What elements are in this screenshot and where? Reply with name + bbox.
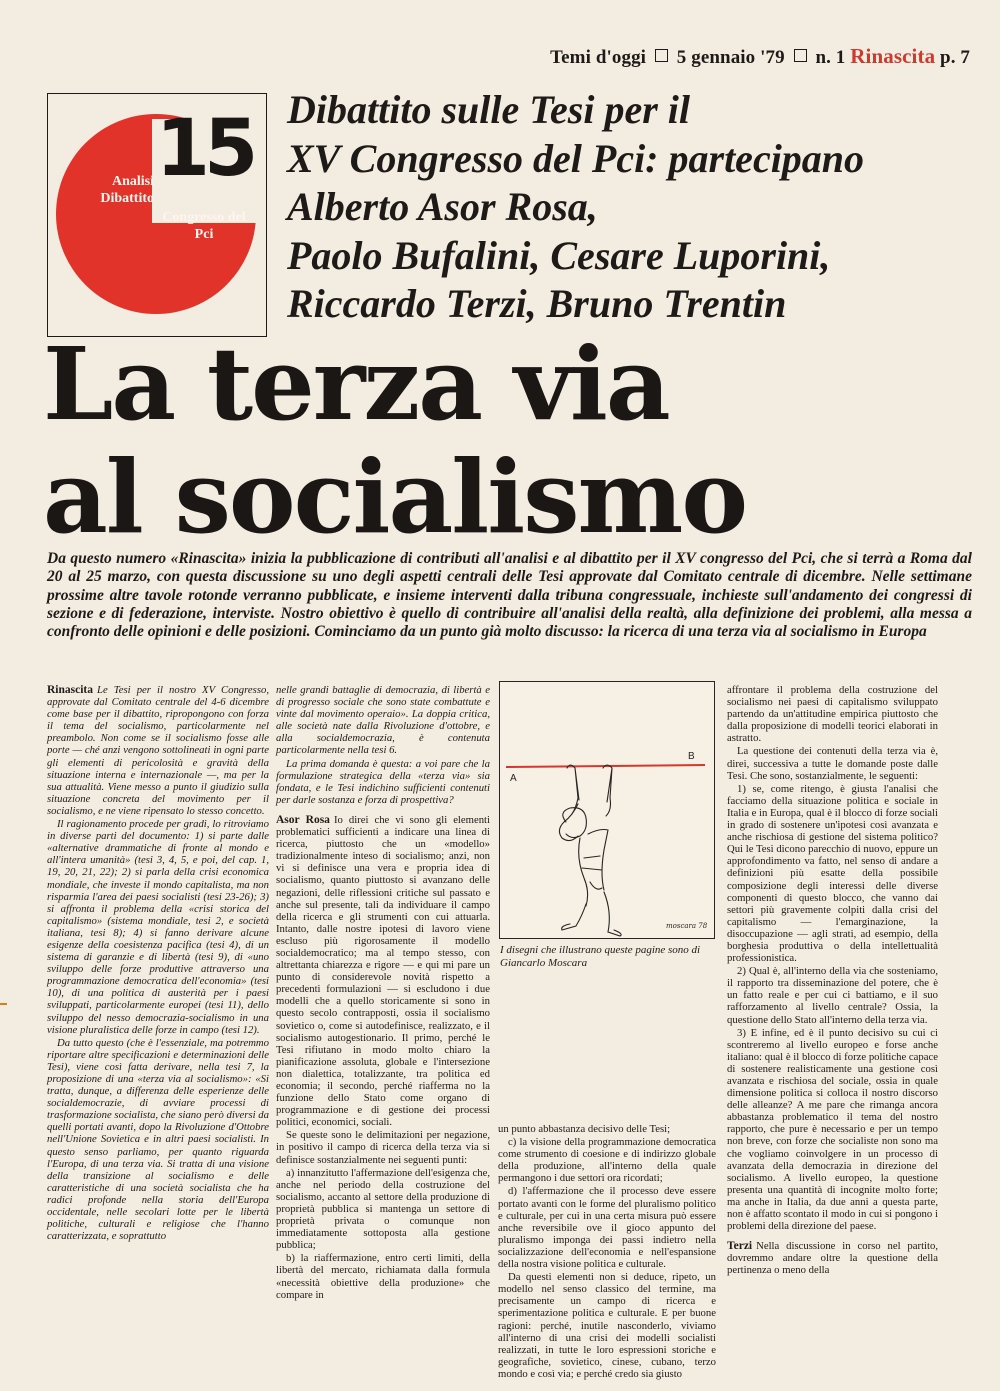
headline <box>43 325 983 556</box>
page-number: p. 7 <box>940 47 970 68</box>
logo-number: 15 <box>155 104 253 194</box>
answer-text: 1) se, come ritengo, è giusta l'analisi che facciamo della situazione politica e sociale in Italia e in Europa, qual è il blocco di forze sociali in grado di sostenere un'ipotesi così avanzata e anche rischiosa di gestione del sistema politico? Qui le Tesi dicono parecchio di nuovo, eppure un approfondimento va fatto, nel senso di andare a definizioni più esatte della possibile composizione degli interessi delle diverse componenti di questo blocco, che vanno dai settori più gravemente colpiti dalla crisi del capitalismo — l'emarginazione, la disoccupazione — agli strati, ad esempio, della borghesia produttiva o della intellettualità professionistica. <box>727 782 938 965</box>
lede-paragraph: Da questo numero «Rinascita» inizia la pubblicazione di contributi all'analisi e al dibattito per il XV congresso del Pci, che si terrà a Roma dal 20 al 25 marzo, con questa discussione su uno degli aspetti centrali delle Tesi approvate dal Comitato centrale di dicembre. Nelle settimane prossime altre tavole rotonde verranno pubblicate, e insieme interventi dalla tribuna congressuale, inchieste sull'andamento dei congressi di sezione e di federazione, interviste. Nostro obiettivo è quello di contribuire all'analisi della realtà, alla definizione dei problemi, alla messa a confronto delle opinioni e delle posizioni. Cominciamo da un punto già molto discusso: la ricerca di una terza via al socialismo in Europa <box>47 550 972 641</box>
subhead-line: Riccardo Terzi, Bruno Trentin <box>287 281 787 326</box>
illustration <box>499 681 715 939</box>
issue-date: 5 gennaio '79 <box>676 47 785 68</box>
headline-line: La terza via <box>43 325 669 443</box>
label-b: B <box>688 751 695 762</box>
artist-signature: moscara 78 <box>666 922 708 930</box>
answer-text: a) innanzitutto l'affermazione dell'esigenza che, anche nel periodo della costruzione del socialismo, accanto al settore della produzione di proprietà pubblica si mantenga un settore di proprietà privata o comunque non immediatamente sottoposta alla gestione pubblica; <box>276 1166 490 1252</box>
headline-line: al socialismo <box>43 438 747 556</box>
answer-text: 2) Qual è, all'interno della via che sosteniamo, il rapporto tra disseminazione del potere, che è un fatto reale e per cui ci battiamo, e il suo rafforzamento al livello centrale? Ossia, la questione dello Stato all'interno della terza via. <box>727 965 938 1026</box>
speaker-label: Terzi <box>727 1240 753 1253</box>
figure-lines <box>559 765 621 936</box>
article-column-1 <box>47 684 269 1243</box>
answer-text: Se queste sono le delimitazioni per negazione, in positivo il campo di ricerca della terza via si definisce sostanzialmente nei seguenti punti: <box>276 1129 490 1166</box>
issue-number: n. 1 <box>815 47 846 68</box>
speaker-label: Asor Rosa <box>276 813 330 826</box>
logo-label-right: Congresso del Pci <box>162 210 246 242</box>
section-name: Temi d'oggi <box>550 47 647 68</box>
hanging-man-drawing <box>500 682 714 938</box>
question-text: Le Tesi per il nostro XV Congresso, approvate dal Comitato centrale del 4-6 dicembre come base per il dibattito, ripropongono con forza il tema del socialismo, particolarmente nel preambolo. Non come se il socialismo fosse alle porte — ché anzi vengono sottolineati in ogni parte gli elementi di pericolosità e gravità della situazione interna e internazionale —, ma per la sua attualità. Viene messo a punto il giudizio sulla situazione concreta del movimento per il socialismo, e ne viene ripensato lo stesso concetto. <box>47 684 269 817</box>
speaker-label: Rinascita <box>47 684 93 696</box>
article-column-2 <box>276 684 490 1302</box>
question-text: La prima domanda è questa: a voi pare che la formulazione strategica della «terza via» sia fondata, e le Tesi indichino sufficienti contenuti per darle sostanza e forza di prospettiva? <box>276 757 490 806</box>
magazine-name: Rinascita <box>850 44 936 68</box>
article-column-3 <box>498 1123 716 1381</box>
question-text: Il ragionamento procede per gradi, lo ritroviamo in diverse parti del documento: 1) si parte dalle «alternative drammatiche di fronte al mondo e all'intera umanità» (tesi 3, 4, 5, e poi, del cap. 1, 19, 20, 21, 22); 2) si parla della crisi economica mondiale, che investe il mondo capitalista, ma non risparmia l'area dei paesi socialisti (tesi 23-26); 3) si affronta il problema della «crisi storica del capitalismo» (sistema mondiale, tesi 2, e società italiana, tesi 8); 4) si fanno derivare alcune esigenze della coesistenza pacifica (tesi 4), di un sistema di garanzie e di libertà (tesi 9), di «uno sviluppo delle forze produttive attraverso una programmazione democratica dell'economia» (tesi 10), di una politica di austerità per i paesi sviluppati, particolarmente europei (tesi 11), dello sviluppo del nesso democrazia-socialismo in una visione pluralistica delle forze in campo (tesi 12). <box>47 818 269 1036</box>
separator-box <box>794 49 807 62</box>
answer-text: Da questi elementi non si deduce, ripeto, un modello nel senso classico del termine, ma precisamente un campo di ricerca e sperimentazione politica e culturale. E per buone ragioni: perché, inutile nasconderlo, viviamo all'interno di una crisi dei modelli socialisti realizzati, in tutte le loro espressioni storiche e geografiche, sovietico, cinese, cubano, terzo mondo e così via; e perché credo sia giusto <box>498 1271 716 1380</box>
subhead-line: Alberto Asor Rosa, <box>287 184 598 229</box>
answer-text: 3) E infine, ed è il punto decisivo su cui ci scontreremo al livello europeo e forse anche italiano: qual è il blocco di forze politiche capace di sostenere realisticamente una gestione così avanzata e rischiosa del sociale, ossia in quale dimensione politica si colloca il nostro discorso delle alleanze? A me pare che rimanga ancora abbastanza problematico il tema del nostro rapporto, che pure è necessario e per un tempo non breve, con forze che socialiste non sono ma che vogliamo coinvolgere in un processo di avanzata della democrazia in direzione del socialismo. A livello europeo, la questione presenta una quantità di incognite molto forte; ma anche in Italia, da due anni a questa parte, non è affatto scontato il modo in cui si pongono i problemi della direzione del paese. <box>727 1026 938 1233</box>
question-text: Da tutto questo (che è l'essenziale, ma potremmo riportare altre specificazioni e determinazioni delle Tesi), viene così fatta derivare, nella tesi 7, la proposizione di una «terza via al socialismo»: «Si tratta, dunque, a differenza delle esperienze delle socialdemocrazie, di avviare processi di trasformazione socialista, che siano però diversi da quelli portati avanti, dopo la Rivoluzione d'Ottobre nell'Unione Sovietica e in altri paesi socialisti. In questo senso parliamo, per quanto riguarda l'Europa, di una terza via. Si tratta di una visione della transizione al socialismo e delle caratteristiche di una società socialista che ha radici profonde nella storia dell'Europa occidentale, nelle secolari lotte per le libertà politiche, culturali e religiose che l'hanno caratterizzata, e soprattutto <box>47 1036 269 1243</box>
answer-text: c) la visione della programmazione democratica come strumento di coesione e di indirizzo globale della produzione, all'interno della quale permangono i due settori ora ricordati; <box>498 1136 716 1185</box>
answer-text: b) la riaffermazione, entro certi limiti, della libertà del mercato, richiamata dalla formula «necessità obiettive della produzione» che compare in <box>276 1252 490 1301</box>
subhead-line: XV Congresso del Pci: partecipano <box>287 135 865 181</box>
answer-text: d) l'affermazione che il processo deve essere portato avanti con le forme del pluralismo politico e culturale, per cui in una certa misura può essere anche reversibile ove il gioco appunto del pluralismo imponga dei passi indietro nella socializzazione dell'economia e nell'espansione della nostra visione politica e culturale. <box>498 1185 716 1271</box>
congress-logo <box>47 93 267 337</box>
illustration-caption: I disegni che illustrano queste pagine sono di Giancarlo Moscara <box>500 944 701 969</box>
logo-label-left: Analisi Dibattito <box>100 174 154 206</box>
question-text: nelle grandi battaglie di democrazia, di libertà e di progresso sociale che sono state combattute e vinte dal movimento operaio». La doppia critica, alle società nate dalla Rivoluzione d'ottobre, e alla socialdemocrazia, è contenuta particolarmente nella tesi 6. <box>276 684 490 757</box>
answer-text: un punto abbastanza decisivo delle Tesi; <box>498 1123 671 1135</box>
subhead-line: Paolo Bufalini, Cesare Luporini, <box>287 232 831 278</box>
subhead-line: Dibattito sulle Tesi per il <box>287 87 690 132</box>
margin-mark <box>0 1003 7 1005</box>
running-head <box>550 44 970 69</box>
answer-text: Io direi che vi sono gli elementi problematici sufficienti a indicare una linea di ricerca, piuttosto che un «modello» tradizionalmente inteso di socialismo; anzi, non vi si definisce una vera e propria idea di socialismo, quanto piuttosto si avanzano delle negazioni, delle riflessioni critiche sul passato e anche sul presente, tali da individuare il campo della ricerca e gli strumenti con cui attuarla. Intanto, dalle nostre ipotesi di lavoro viene escluso più rigorosamente il modello socialdemocratico; ma al tempo stesso, con altrettanta chiarezza e rigore — e qui mi pare un punto di considerevole novità rispetto a precedenti formulazioni — si escludono i due modelli che a quello storicamente si sono in questo secolo contrapposti, ossia il socialismo sovietico o, come si autodefinisce, realizzato, e il socialismo autogestionario. Il primo, perché le Tesi rifiutano in modo molto chiaro la pianificazione assoluta, globale e l'intersezione non dialettica, totalizzante, tra politica ed economia; il secondo, perché riafferma no la funzione dello Stato come organo di programmazione e di gestione dei processi politici, economici, sociali. <box>276 813 490 1129</box>
separator-box <box>655 49 668 62</box>
article-column-4 <box>727 684 938 1278</box>
answer-text: Nella discussione in corso nel partito, dovremmo andare oltre la questione della pertinenza o meno della <box>727 1240 938 1277</box>
label-a: A <box>510 773 517 784</box>
answer-text: La questione dei contenuti della terza via è, direi, successiva a tutte le domande poste dalle Tesi. Che sono, sostanzialmente, le seguenti: <box>727 745 938 782</box>
subheadline <box>287 86 977 329</box>
answer-text: affrontare il problema della costruzione del socialismo nei paesi di capitalismo sviluppato partendo da un'attitudine empirica piuttosto che dalla proposizione di modelli teorici elaborati in astratto. <box>727 684 938 745</box>
